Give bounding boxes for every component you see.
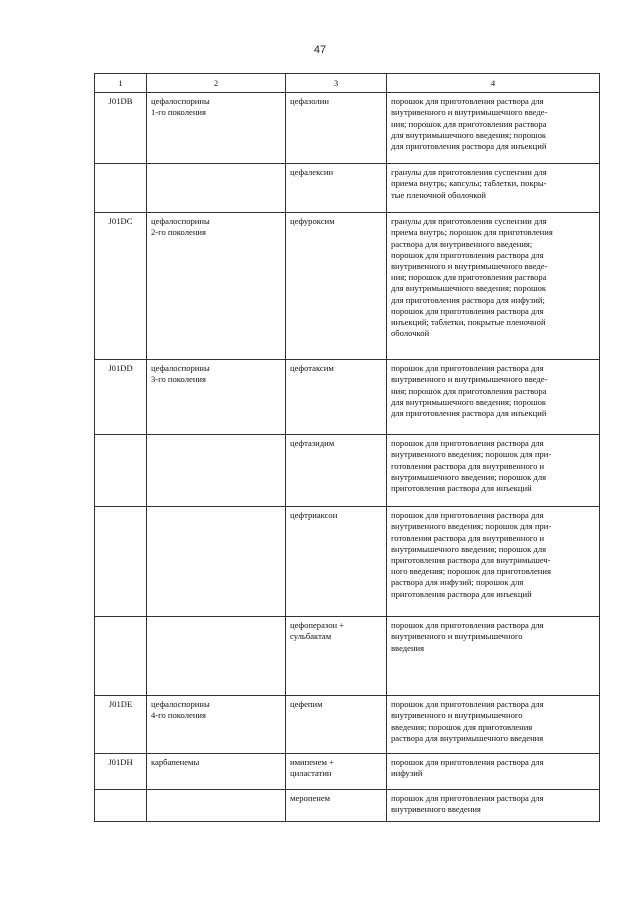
- group-line: цефалоспорины: [151, 363, 210, 374]
- dosage-form-line: гранулы для приготовления суспензии для: [391, 216, 547, 227]
- dosage-form-line: приготовления раствора для инъекций: [391, 588, 532, 599]
- atc-code-cell: [95, 790, 147, 822]
- dosage-form-line: введения: [391, 642, 425, 653]
- dosage-form-line: инъекций; таблетки, покрытые пленочной: [391, 317, 546, 328]
- dosage-form-line: порошок для приготовления раствора для: [391, 249, 544, 260]
- atc-code-cell: [95, 360, 147, 435]
- dosage-form-cell: [387, 790, 600, 822]
- drug-line: циластатин: [290, 768, 332, 779]
- atc-code: J01DE: [108, 699, 133, 710]
- dosage-form-line: порошок для приготовления раствора для: [391, 699, 544, 710]
- dosage-form-line: внутримышечного введения; порошок для: [391, 543, 547, 554]
- dosage-form-line: оболочкой: [391, 328, 430, 339]
- dosage-form-line: раствора для инфузий; порошок для: [391, 577, 524, 588]
- group-cell: [147, 435, 286, 507]
- dosage-form-line: внутривенного и внутримышечного введе-: [391, 107, 548, 118]
- group-line: цефалоспорины: [151, 216, 210, 227]
- atc-code-cell: [95, 754, 147, 790]
- group-line: цефалоспорины: [151, 699, 210, 710]
- dosage-form-line: внутривенного введения: [391, 804, 481, 815]
- table-row: [95, 790, 600, 822]
- drug-line: цефтриаксон: [290, 510, 338, 521]
- atc-code-cell: [95, 617, 147, 696]
- dosage-form-line: порошок для приготовления раствора для: [391, 793, 544, 804]
- dosage-form-line: для приготовления раствора для инъекций: [391, 408, 547, 419]
- dosage-form-line: для приготовления раствора для инъекций: [391, 141, 547, 152]
- dosage-form-line: порошок для приготовления раствора для: [391, 438, 544, 449]
- dosage-form-line: порошок для приготовления раствора для: [391, 510, 544, 521]
- dosage-form-cell: [387, 435, 600, 507]
- drug-cell: [286, 360, 387, 435]
- drug-line: цефтазидим: [290, 438, 335, 449]
- table-header-row: [95, 74, 600, 93]
- header-cell-1: 1: [95, 74, 147, 93]
- group-cell: [147, 93, 286, 164]
- table-row: [95, 507, 600, 617]
- group-cell: [147, 213, 286, 360]
- drug-table: [94, 73, 600, 822]
- drug-cell: [286, 93, 387, 164]
- dosage-form-line: тые пленочной оболочкой: [391, 189, 487, 200]
- group-cell: [147, 754, 286, 790]
- atc-code-cell: [95, 435, 147, 507]
- group-cell: [147, 164, 286, 213]
- dosage-form-cell: [387, 360, 600, 435]
- dosage-form-cell: [387, 696, 600, 754]
- atc-code: J01DB: [108, 96, 133, 107]
- table-row: [95, 617, 600, 696]
- dosage-form-line: внутривенного введения; порошок для при-: [391, 521, 552, 532]
- dosage-form-line: ния; порошок для приготовления раствора: [391, 272, 547, 283]
- dosage-form-cell: [387, 93, 600, 164]
- group-cell: [147, 360, 286, 435]
- dosage-form-line: порошок для приготовления раствора для: [391, 96, 544, 107]
- dosage-form-line: внутримышечного введения; порошок для: [391, 471, 547, 482]
- dosage-form-cell: [387, 507, 600, 617]
- group-cell: [147, 790, 286, 822]
- drug-cell: [286, 435, 387, 507]
- dosage-form-line: ния; порошок для приготовления раствора: [391, 385, 547, 396]
- dosage-form-line: порошок для приготовления раствора для: [391, 757, 544, 768]
- dosage-form-line: порошок для приготовления раствора для: [391, 620, 544, 631]
- dosage-form-line: инфузий: [391, 768, 423, 779]
- atc-code-cell: [95, 696, 147, 754]
- dosage-form-line: готовления раствора для внутривенного и: [391, 532, 545, 543]
- drug-line: имипенем +: [290, 757, 334, 768]
- dosage-form-line: приготовления раствора для внутримышеч-: [391, 555, 551, 566]
- dosage-form-line: внутривенного и внутримышечного введе-: [391, 261, 548, 272]
- dosage-form-line: внутривенного и внутримышечного: [391, 710, 523, 721]
- dosage-form-line: внутривенного и внутримышечного: [391, 631, 523, 642]
- table-row: [95, 213, 600, 360]
- dosage-form-cell: [387, 213, 600, 360]
- drug-cell: [286, 213, 387, 360]
- table-row: [95, 435, 600, 507]
- dosage-form-line: приема внутрь; порошок для приготовления: [391, 227, 553, 238]
- group-line: карбапенемы: [151, 757, 200, 768]
- group-line: 2-го поколения: [151, 227, 206, 238]
- dosage-form-cell: [387, 617, 600, 696]
- dosage-form-line: приема внутрь; капсулы; таблетки, покры-: [391, 178, 547, 189]
- group-cell: [147, 507, 286, 617]
- table-row: [95, 696, 600, 754]
- header-cell-3: 3: [286, 74, 387, 93]
- drug-cell: [286, 507, 387, 617]
- dosage-form-line: для внутримышечного введения; порошок: [391, 283, 547, 294]
- dosage-form-line: внутривенного введения; порошок для при-: [391, 449, 552, 460]
- dosage-form-line: внутривенного и внутримышечного введе-: [391, 374, 548, 385]
- atc-code: J01DC: [108, 216, 133, 227]
- dosage-form-line: для приготовления раствора для инфузий;: [391, 294, 545, 305]
- dosage-form-line: раствора для внутривенного введения;: [391, 238, 533, 249]
- group-line: 3-го поколения: [151, 374, 206, 385]
- drug-cell: [286, 617, 387, 696]
- drug-cell: [286, 164, 387, 213]
- atc-code-cell: [95, 507, 147, 617]
- dosage-form-line: гранулы для приготовления суспензии для: [391, 167, 547, 178]
- atc-code: J01DD: [108, 363, 133, 374]
- dosage-form-cell: [387, 164, 600, 213]
- group-cell: [147, 617, 286, 696]
- drug-line: меропенем: [290, 793, 331, 804]
- drug-line: цефуроксим: [290, 216, 335, 227]
- dosage-form-cell: [387, 754, 600, 790]
- drug-cell: [286, 790, 387, 822]
- group-line: 4-го поколения: [151, 710, 206, 721]
- header-cell-4: 4: [387, 74, 600, 93]
- atc-code-cell: [95, 213, 147, 360]
- dosage-form-line: для внутримышечного введения; порошок: [391, 396, 547, 407]
- drug-line: цефоперазон +: [290, 620, 345, 631]
- dosage-form-line: порошок для приготовления раствора для: [391, 305, 544, 316]
- dosage-form-line: раствора для внутримышечного введения: [391, 732, 544, 743]
- header-cell-2: 2: [147, 74, 286, 93]
- group-line: цефалоспорины: [151, 96, 210, 107]
- table-row: [95, 93, 600, 164]
- drug-line: цефазолин: [290, 96, 329, 107]
- table-row: [95, 754, 600, 790]
- group-cell: [147, 696, 286, 754]
- table-row: [95, 164, 600, 213]
- drug-cell: [286, 754, 387, 790]
- group-line: 1-го поколения: [151, 107, 206, 118]
- atc-code-cell: [95, 164, 147, 213]
- drug-line: цефотаксим: [290, 363, 334, 374]
- dosage-form-line: для внутримышечного введения; порошок: [391, 129, 547, 140]
- drug-cell: [286, 696, 387, 754]
- dosage-form-line: порошок для приготовления раствора для: [391, 363, 544, 374]
- dosage-form-line: готовления раствора для внутривенного и: [391, 460, 545, 471]
- atc-code-cell: [95, 93, 147, 164]
- dosage-form-line: ного введения; порошок для приготовления: [391, 566, 551, 577]
- atc-code: J01DH: [108, 757, 133, 768]
- table-row: [95, 360, 600, 435]
- drug-line: цефепим: [290, 699, 323, 710]
- drug-line: цефалексин: [290, 167, 334, 178]
- dosage-form-line: ния; порошок для приготовления раствора: [391, 118, 547, 129]
- dosage-form-line: введения; порошок для приготовления: [391, 721, 533, 732]
- drug-line: сульбактам: [290, 631, 332, 642]
- dosage-form-line: приготовления раствора для инъекций: [391, 483, 532, 494]
- page-number: 47: [313, 44, 327, 56]
